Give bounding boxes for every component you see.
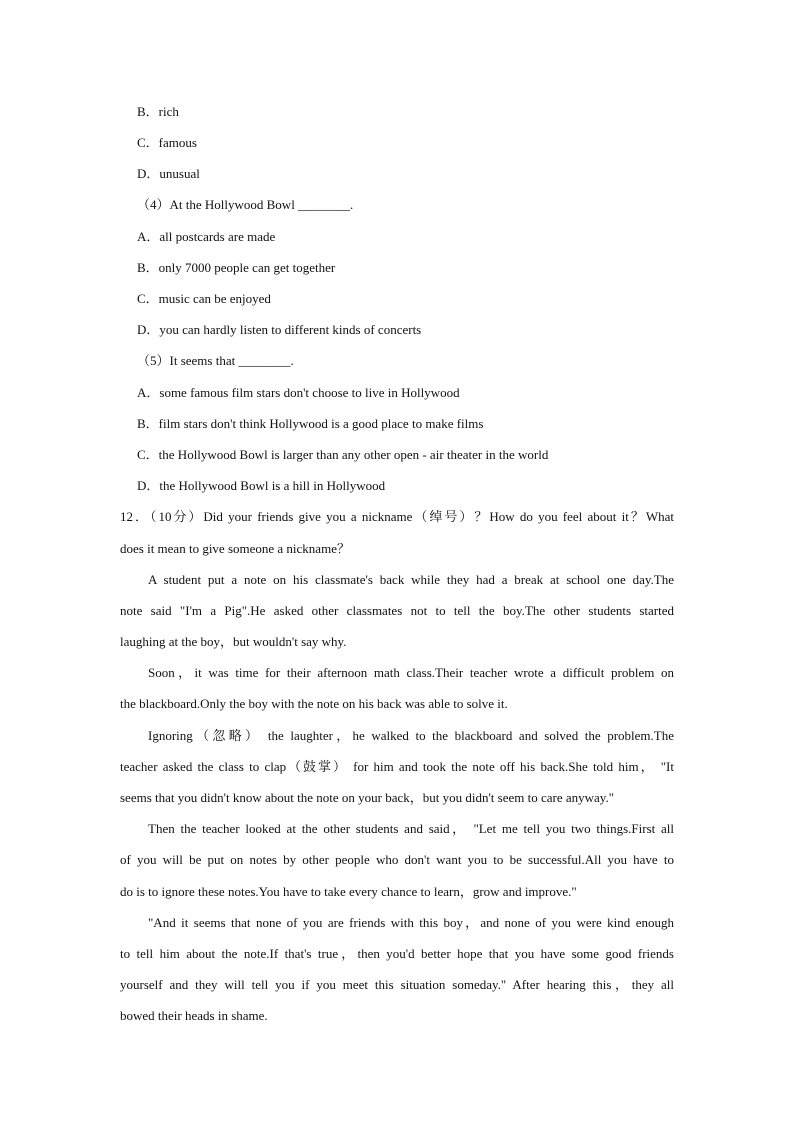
q3-option-b: B．rich: [137, 104, 179, 119]
passage-p5-line-4: bowed their heads in shame.: [120, 1008, 268, 1023]
q5-option-c: C．the Hollywood Bowl is larger than any other open - air theater in the world: [137, 447, 549, 462]
passage-p4-line-2: of you will be put on notes by other people who don't want you to be successful.All you have to: [120, 852, 674, 867]
q12-intro-line-2: does it mean to give someone a nickname？: [120, 541, 350, 556]
passage-p1-line-1: A student put a note on his classmate's back while they had a break at school one day.The: [148, 572, 674, 587]
passage-p3-line-2: teacher asked the class to clap（鼓掌） for him and took the note off his back.She told him， "It: [120, 759, 674, 774]
q3-option-c: C．famous: [137, 135, 197, 150]
q5-option-b: B．film stars don't think Hollywood is a good place to make films: [137, 416, 484, 431]
passage-p3-line-3: seems that you didn't know about the note on your back，but you didn't seem to care anyway.": [120, 790, 615, 805]
q4-option-d: D．you can hardly listen to different kinds of concerts: [137, 322, 422, 337]
passage-p4-line-3: do is to ignore these notes.You have to take every chance to learn，grow and improve.": [120, 884, 577, 899]
passage-p1-line-2: note said "I'm a Pig".He asked other classmates not to tell the boy.The other students started: [120, 603, 674, 618]
passage-p5-line-1: "And it seems that none of you are friends with this boy，and none of you were kind enough: [148, 915, 674, 930]
q4-stem: （4）At the Hollywood Bowl ________.: [137, 197, 354, 212]
q4-option-c: C．music can be enjoyed: [137, 291, 271, 306]
q5-stem: （5）It seems that ________.: [137, 353, 294, 368]
q4-option-a: A．all postcards are made: [137, 229, 276, 244]
passage-p4-line-1: Then the teacher looked at the other students and said， "Let me tell you two things.First all: [148, 821, 674, 836]
q5-option-a: A．some famous film stars don't choose to live in Hollywood: [137, 385, 460, 400]
passage-p1-line-3: laughing at the boy，but wouldn't say why.: [120, 634, 347, 649]
q3-option-d: D．unusual: [137, 166, 200, 181]
passage-p5-line-3: yourself and they will tell you if you meet this situation someday." After hearing this，they all: [120, 977, 674, 992]
q4-option-b: B．only 7000 people can get together: [137, 260, 336, 275]
passage-p2-line-2: the blackboard.Only the boy with the note on his back was able to solve it.: [120, 696, 508, 711]
passage-p5-line-2: to tell him about the note.If that's true，then you'd better hope that you have some good friends: [120, 946, 674, 961]
q5-option-d: D．the Hollywood Bowl is a hill in Hollywood: [137, 478, 386, 493]
q12-intro-line-1: 12．（10分）Did your friends give you a nickname（绰号）？How do you feel about it？What: [120, 509, 674, 524]
passage-p3-line-1: Ignoring（忽略） the laughter，he walked to the blackboard and solved the problem.The: [148, 728, 674, 743]
passage-p2-line-1: Soon，it was time for their afternoon math class.Their teacher wrote a difficult problem on: [148, 665, 674, 680]
